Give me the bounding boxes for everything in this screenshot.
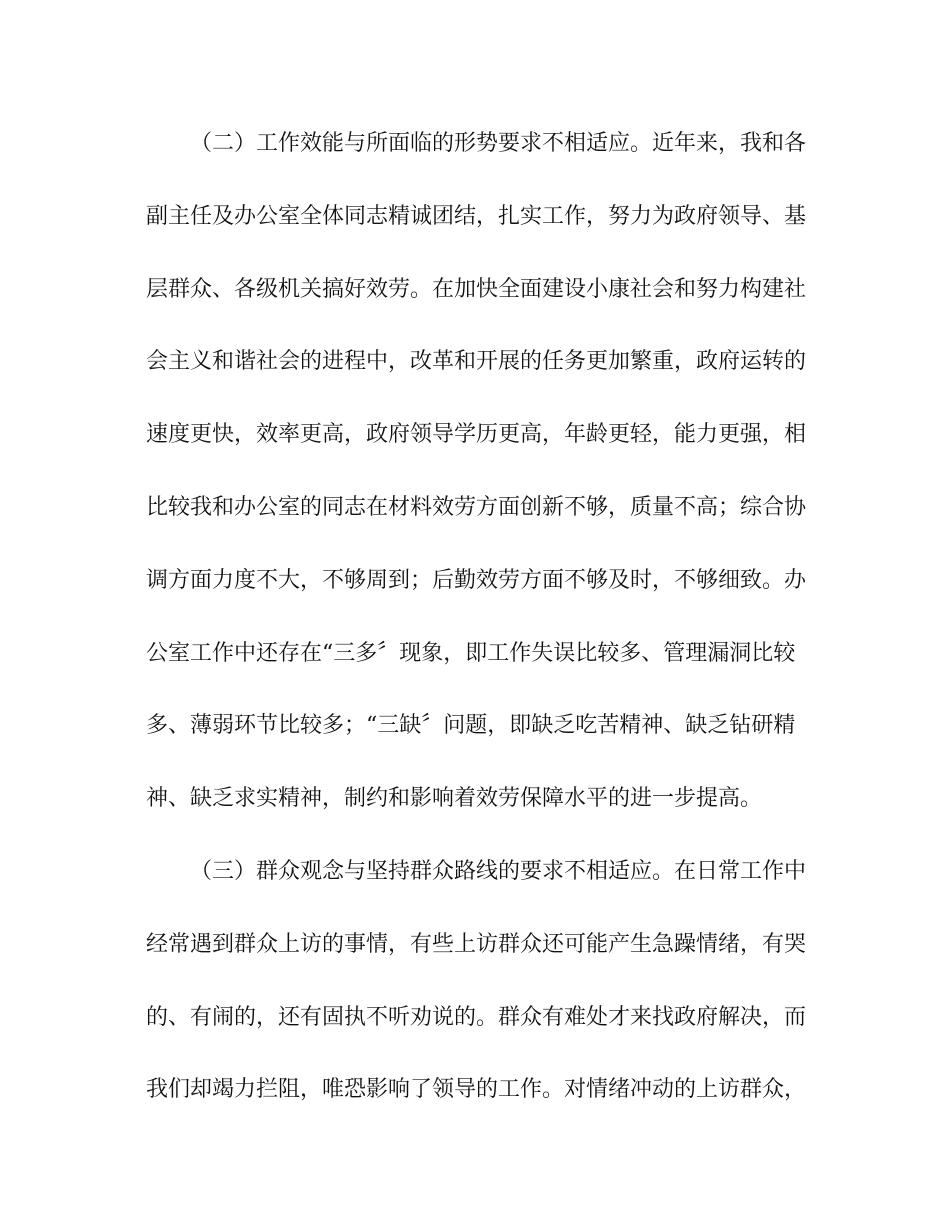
paragraph-line: 会主义和谐社会的进程中，改革和开展的任务更加繁重，政府运转的 (146, 349, 806, 375)
paragraph-line: （三）群众观念与坚持群众路线的要求不相适应。在日常工作中 (190, 858, 806, 884)
paragraph-line: 经常遇到群众上访的事情，有些上访群众还可能产生急躁情绪，有哭 (146, 931, 806, 957)
paragraph-line: 调方面力度不大，不够周到；后勤效劳方面不够及时，不够细致。办 (146, 567, 806, 593)
paragraph-line: 比较我和办公室的同志在材料效劳方面创新不够，质量不高；综合协 (146, 494, 806, 520)
paragraph-line: 副主任及办公室全体同志精诚团结，扎实工作，努力为政府领导、基 (146, 203, 806, 229)
paragraph-line: 层群众、各级机关搞好效劳。在加快全面建设小康社会和努力构建社 (146, 276, 806, 302)
paragraph-line: 我们却竭力拦阻，唯恐影响了领导的工作。对情绪冲动的上访群众， (146, 1077, 806, 1103)
paragraph-line: 速度更快，效率更高，政府领导学历更高，年龄更轻，能力更强，相 (146, 422, 806, 448)
paragraph-line: 神、缺乏求实精神，制约和影响着效劳保障水平的进一步提高。 (146, 786, 763, 812)
paragraph-line: 的、有闹的，还有固执不听劝说的。群众有难处才来找政府解决，而 (146, 1004, 806, 1030)
paragraph-line: 多、薄弱环节比较多；“三缺〞问题，即缺乏吃苦精神、缺乏钻研精 (146, 713, 796, 739)
document-body (146, 120, 806, 1139)
paragraph-line: （二）工作效能与所面临的形势要求不相适应。近年来，我和各 (190, 131, 806, 156)
paragraph-line: 公室工作中还存在“三多〞现象，即工作失误比较多、管理漏洞比较 (146, 640, 796, 666)
